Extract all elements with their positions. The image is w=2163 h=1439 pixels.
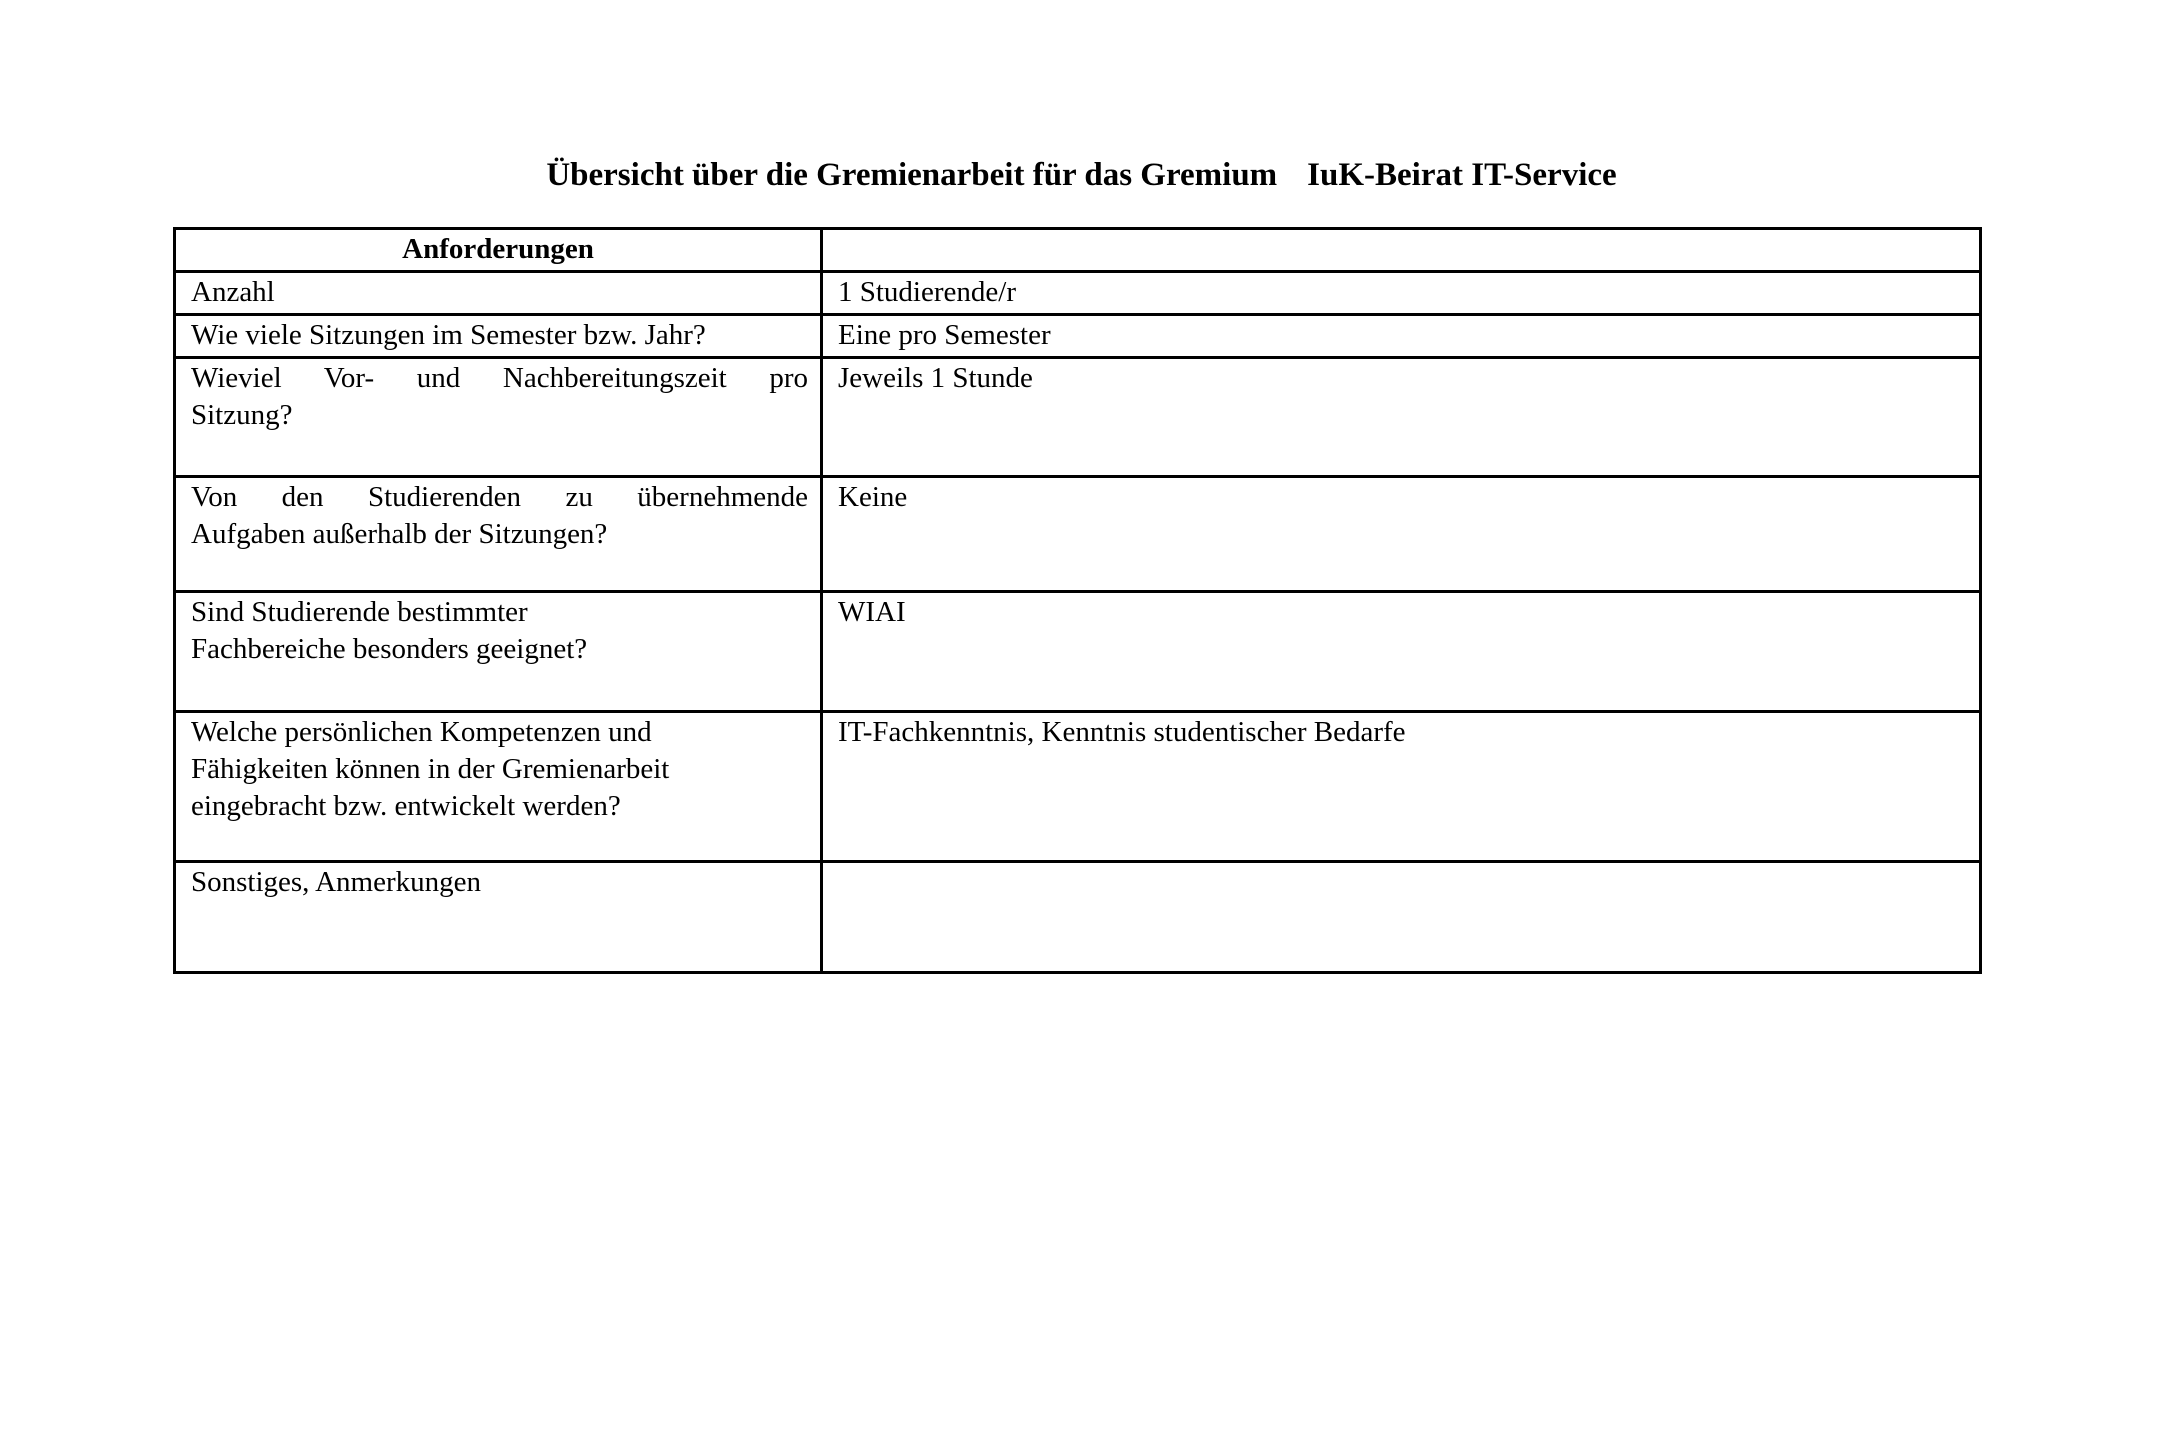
answer-cell: Keine [822, 477, 1981, 592]
answer-cell: Jeweils 1 Stunde [822, 358, 1981, 477]
header-answer-cell [822, 229, 1981, 272]
page-title-text: Übersicht über die Gremienarbeit für das Gremium [546, 157, 1278, 193]
table-row-aufgaben [175, 477, 1981, 592]
table-row-vorbereitungszeit [175, 358, 1981, 477]
gremium-name: IuK-Beirat IT-Service [1307, 157, 1617, 193]
question-cell: Sonstiges, Anmerkungen [175, 862, 822, 973]
question-cell: Wie viele Sitzungen im Semester bzw. Jahr? [175, 315, 822, 358]
question-cell: Sind Studierende bestimmter Fachbereiche besonders geeignet? [175, 592, 822, 712]
answer-cell: IT-Fachkenntnis, Kenntnis studentischer Bedarfe [822, 712, 1981, 862]
question-cell: Wieviel Vor- und Nachbereitungszeit pro Sitzung? [175, 358, 822, 477]
header-question-cell: Anforderungen [175, 229, 822, 272]
table-row-fachbereiche [175, 592, 1981, 712]
answer-cell [822, 862, 1981, 973]
table-header-row [175, 229, 1981, 272]
answer-cell: 1 Studierende/r [822, 272, 1981, 315]
anforderungen-table [173, 227, 1982, 974]
table-row-kompetenzen [175, 712, 1981, 862]
table-row-anzahl [175, 272, 1981, 315]
table-row-sitzungen [175, 315, 1981, 358]
answer-cell: Eine pro Semester [822, 315, 1981, 358]
page-title [0, 155, 2163, 195]
answer-cell: WIAI [822, 592, 1981, 712]
question-cell: Welche persönlichen Kompetenzen und Fähigkeiten können in der Gremienarbeit eingebracht bzw. entwickelt werden? [175, 712, 822, 862]
table-row-sonstiges [175, 862, 1981, 973]
question-cell: Anzahl [175, 272, 822, 315]
question-cell: Von den Studierenden zu übernehmende Aufgaben außerhalb der Sitzungen? [175, 477, 822, 592]
